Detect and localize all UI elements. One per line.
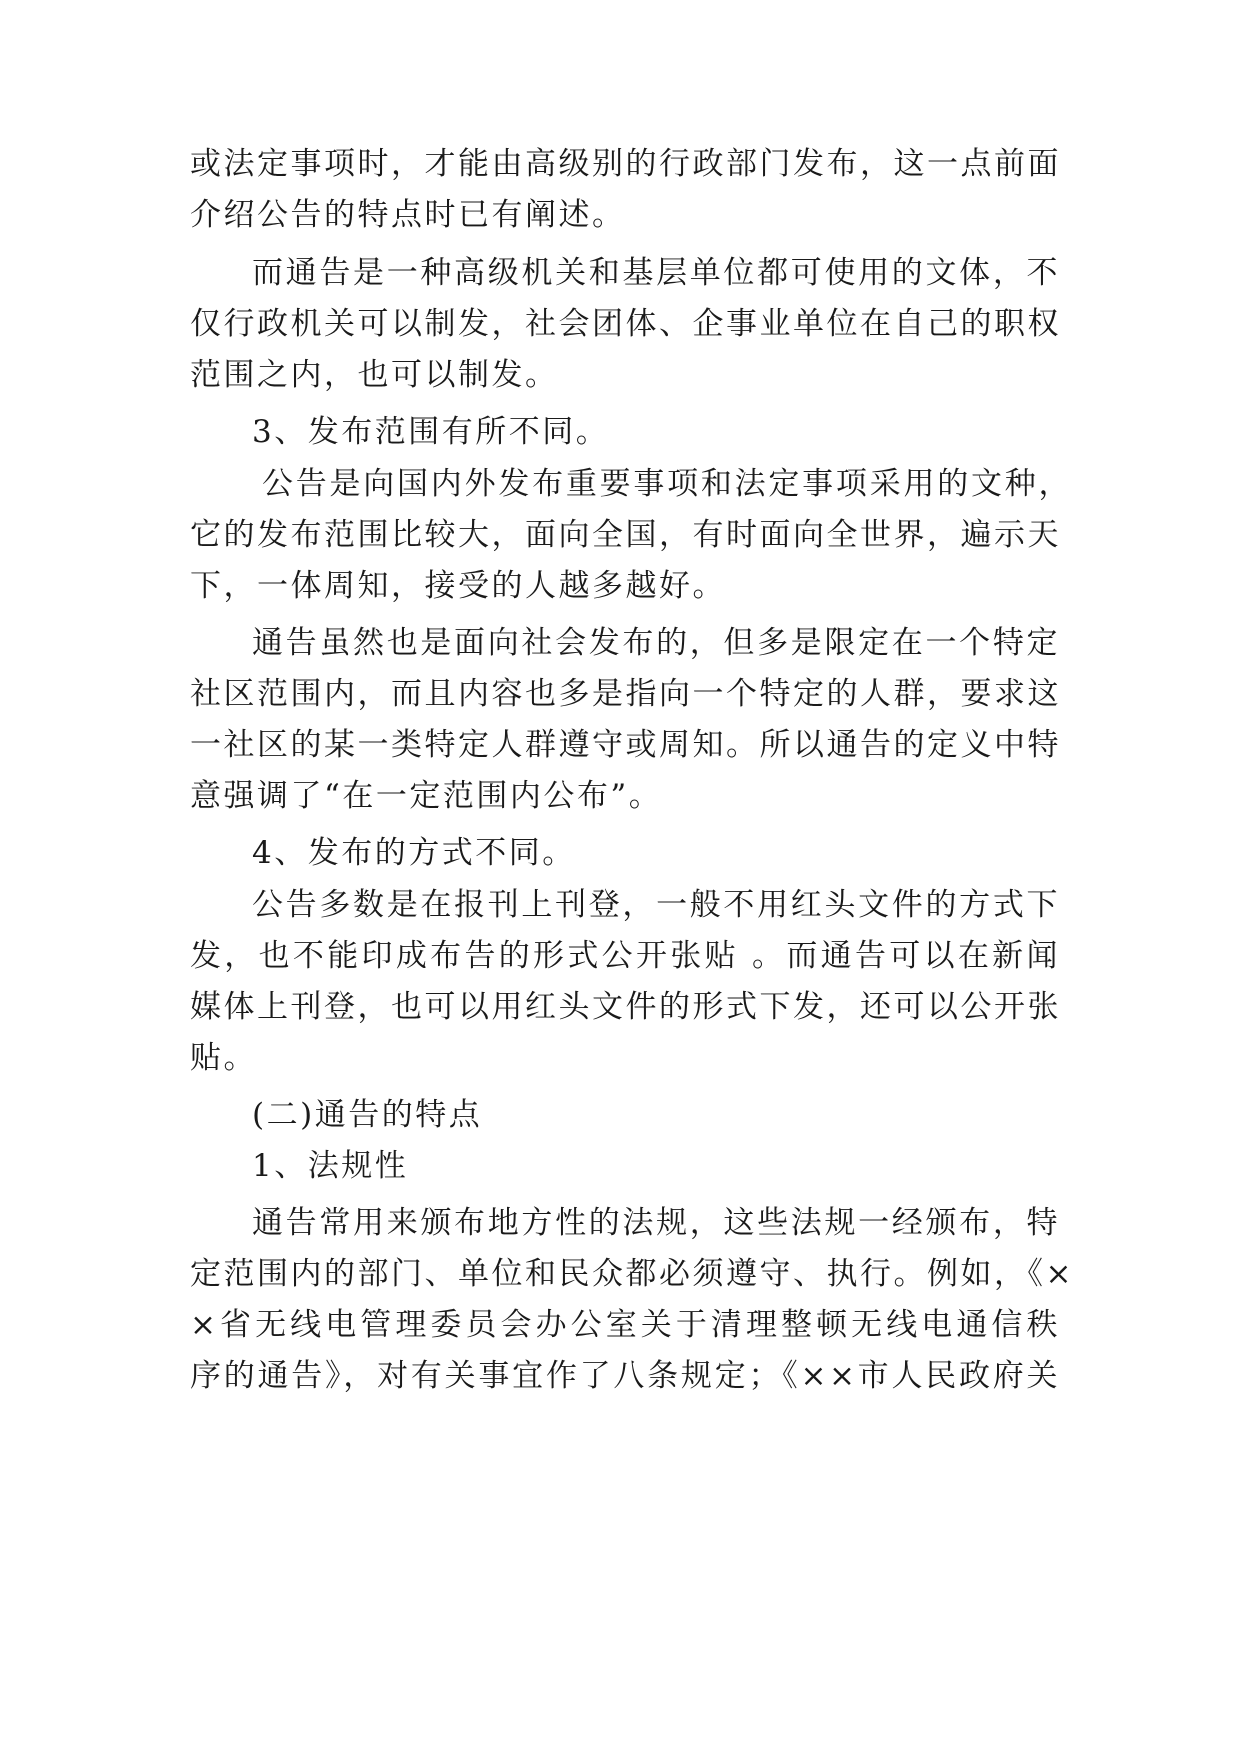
- section-heading: (二)通告的特点: [252, 1097, 483, 1133]
- text-line: 或法定事项时，才能由高级别的行政部门发布，这一点前面: [190, 146, 1061, 182]
- text-line: 贴。: [190, 1040, 257, 1076]
- paragraph-first-line: 通告常用来颁布地方性的法规，这些法规一经颁布，特: [252, 1205, 1060, 1241]
- text-line: 社区范围内，而且内容也多是指向一个特定的人群，要求这: [190, 676, 1061, 712]
- text-line: 序的通告》，对有关事宜作了八条规定；《××市人民政府关: [190, 1358, 1060, 1394]
- paragraph-first-line: 通告虽然也是面向社会发布的，但多是限定在一个特定: [252, 625, 1060, 661]
- text-line: 一社区的某一类特定人群遵守或周知。所以通告的定义中特: [190, 727, 1061, 763]
- text-line: ×省无线电管理委员会办公室关于清理整顿无线电通信秩: [190, 1307, 1060, 1343]
- text-line: 仅行政机关可以制发，社会团体、企事业单位在自己的职权: [190, 306, 1061, 342]
- text-line: 发，也不能印成布告的形式公开张贴 。而通告可以在新闻: [190, 938, 1060, 974]
- paragraph-first-line: 公告多数是在报刊上刊登，一般不用红头文件的方式下: [252, 887, 1060, 923]
- section-heading: 4、发布的方式不同。: [252, 835, 576, 871]
- text-line: 下，一体周知，接受的人越多越好。: [190, 568, 726, 604]
- paragraph-first-line: 公告是向国内外发布重要事项和法定事项采用的文种，: [262, 466, 1072, 502]
- paragraph-first-line: 而通告是一种高级机关和基层单位都可使用的文体，不: [252, 255, 1060, 291]
- text-line: 范围之内，也可以制发。: [190, 357, 559, 393]
- text-line: 媒体上刊登，也可以用红头文件的形式下发，还可以公开张: [190, 989, 1061, 1025]
- text-line: 介绍公告的特点时已有阐述。: [190, 197, 626, 233]
- text-line: 意强调了“在一定范围内公布”。: [190, 778, 663, 814]
- text-line: 定范围内的部门、单位和民众都必须遵守、执行。例如，《×: [190, 1256, 1074, 1292]
- text-line: 它的发布范围比较大，面向全国，有时面向全世界，遍示天: [190, 517, 1061, 553]
- section-heading: 3、发布范围有所不同。: [252, 414, 610, 450]
- subsection-heading: 1、法规性: [252, 1148, 409, 1184]
